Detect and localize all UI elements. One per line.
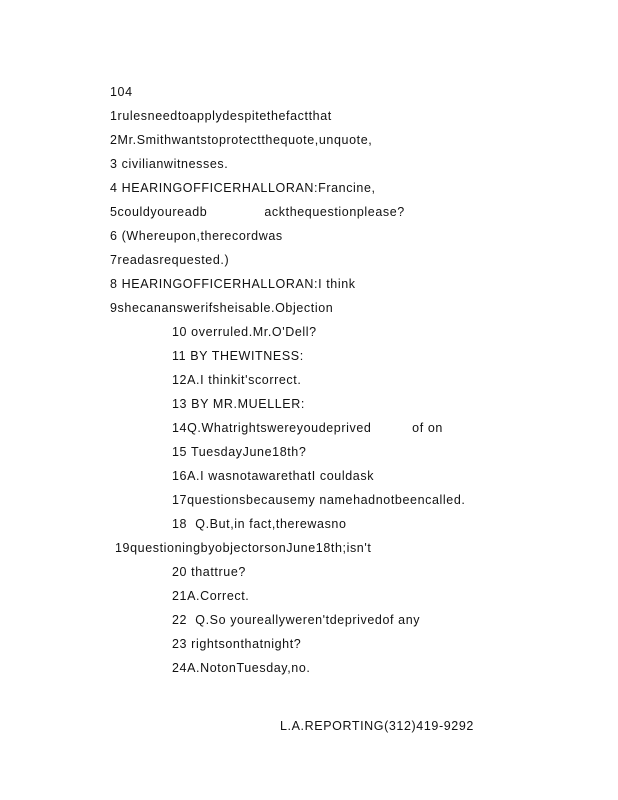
transcript-line-10: 10 overruled.Mr.O'Dell? xyxy=(172,325,317,339)
transcript-line-1: 1rulesneedtoapplydespitethefactthat xyxy=(110,109,332,123)
reporter-footer: L.A.REPORTING(312)419-9292 xyxy=(280,719,474,733)
transcript-line-2: 2Mr.Smithwantstoprotectthequote,unquote, xyxy=(110,133,373,147)
transcript-line-5: 5couldyoureadb ackthequestionplease? xyxy=(110,205,405,219)
transcript-line-7: 7readasrequested.) xyxy=(110,253,230,267)
transcript-line-12: 12A.I thinkit'scorrect. xyxy=(172,373,302,387)
transcript-line-3: 3 civilianwitnesses. xyxy=(110,157,229,171)
transcript-line-15: 15 TuesdayJune18th? xyxy=(172,445,307,459)
transcript-line-14: 14Q.Whatrightswereyoudeprived of on xyxy=(172,421,443,435)
transcript-line-22: 22 Q.So youreallyweren'tdeprivedof any xyxy=(172,613,421,627)
transcript-line-19: 19questioningbyobjectorsonJune18th;isn't xyxy=(115,541,372,555)
transcript-line-20: 20 thattrue? xyxy=(172,565,246,579)
transcript-line-8: 8 HEARINGOFFICERHALLORAN:I think xyxy=(110,277,356,291)
transcript-line-13: 13 BY MR.MUELLER: xyxy=(172,397,305,411)
transcript-line-18: 18 Q.But,in fact,therewasno xyxy=(172,517,347,531)
transcript-line-21: 21A.Correct. xyxy=(172,589,250,603)
transcript-line-11: 11 BY THEWITNESS: xyxy=(172,349,304,363)
transcript-line-17: 17questionsbecausemy namehadnotbeencalled. xyxy=(172,493,466,507)
transcript-line-23: 23 rightsonthatnight? xyxy=(172,637,302,651)
transcript-line-24: 24A.NotonTuesday,no. xyxy=(172,661,311,675)
transcript-line-6: 6 (Whereupon,therecordwas xyxy=(110,229,283,243)
transcript-line-4: 4 HEARINGOFFICERHALLORAN:Francine, xyxy=(110,181,376,195)
transcript-line-16: 16A.I wasnotawarethatI couldask xyxy=(172,469,375,483)
page-number: 104 xyxy=(110,85,133,99)
transcript-line-9: 9shecananswerifsheisable.Objection xyxy=(110,301,334,315)
